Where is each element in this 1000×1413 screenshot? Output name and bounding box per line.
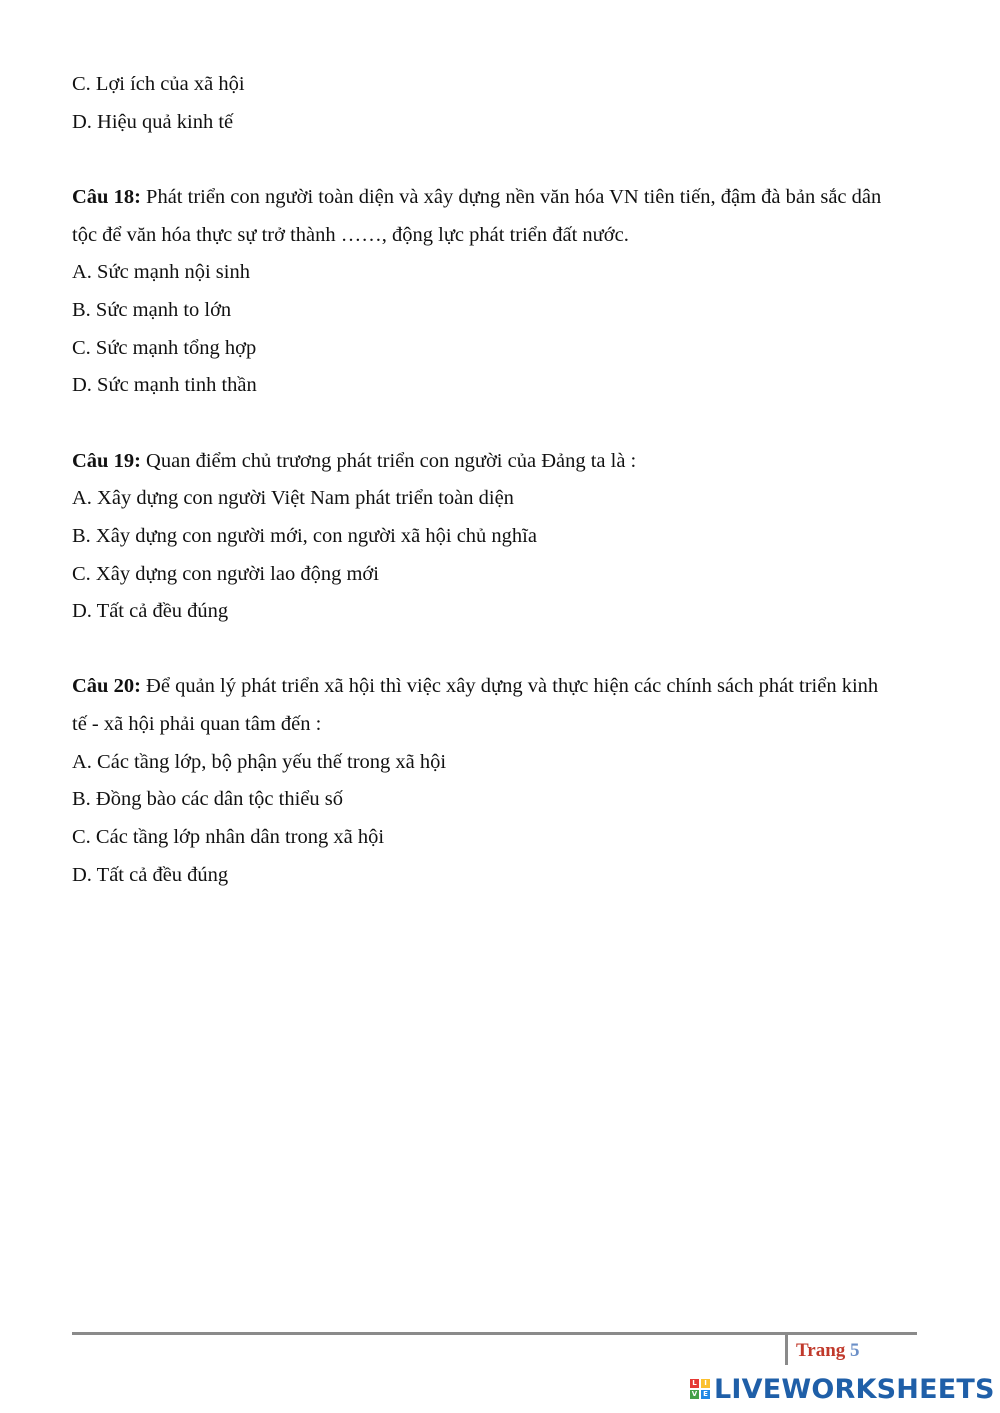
page-digit: 5	[850, 1340, 860, 1361]
footer-page-divider	[785, 1335, 788, 1365]
q19-text-line1: Quan điểm chủ trương phát triển con người của Đảng ta là :	[140, 450, 637, 472]
q20-option-d: D. Tất cả đều đúng	[72, 864, 229, 886]
q19-question-line1	[72, 449, 636, 473]
liveworksheets-logo	[690, 1372, 995, 1406]
footer-divider	[72, 1332, 917, 1335]
logo-tile-l: L	[690, 1379, 699, 1388]
q19-option-d: D. Tất cả đều đúng	[72, 600, 229, 622]
logo-tile-i: I	[701, 1379, 710, 1388]
q18-label: Câu 18:	[72, 186, 141, 208]
q19-option-b: B. Xây dựng con người mới, con người xã hội chủ nghĩa	[72, 525, 537, 547]
q18-option-a: A. Sức mạnh nội sinh	[72, 261, 250, 283]
q20-option-b: B. Đồng bào các dân tộc thiểu số	[72, 788, 343, 810]
q20-text-line1: Để quản lý phát triển xã hội thì việc xây dựng và thực hiện các chính sách phát triển kinh	[140, 675, 879, 697]
q20-option-c: C. Các tầng lớp nhân dân trong xã hội	[72, 826, 385, 848]
q20-question-line1	[72, 674, 878, 698]
q19-label: Câu 19:	[72, 450, 141, 472]
q18-option-c: C. Sức mạnh tổng hợp	[72, 337, 257, 359]
q18-text-line1: Phát triển con người toàn diện và xây dựng nền văn hóa VN tiên tiến, đậm đà bản sắc dân	[140, 186, 882, 208]
q17-option-d: D. Hiệu quả kinh tế	[72, 111, 234, 133]
logo-tile-e: E	[701, 1390, 710, 1399]
q20-question-line2: tế - xã hội phải quan tâm đến :	[72, 713, 322, 735]
q19-option-c: C. Xây dựng con người lao động mới	[72, 563, 379, 585]
liveworksheets-icon	[690, 1379, 710, 1399]
q18-option-b: B. Sức mạnh to lớn	[72, 299, 232, 321]
logo-tile-v: V	[691, 1390, 698, 1398]
q20-label: Câu 20:	[72, 675, 141, 697]
page-word: Trang	[796, 1340, 846, 1361]
q19-option-a: A. Xây dựng con người Việt Nam phát triển toàn diện	[72, 487, 514, 509]
liveworksheets-wordmark: LIVEWORKSHEETS	[714, 1373, 995, 1405]
q20-option-a: A. Các tầng lớp, bộ phận yếu thế trong xã hội	[72, 751, 447, 773]
q17-option-c: C. Lợi ích của xã hội	[72, 73, 245, 95]
page-number	[796, 1340, 860, 1362]
q18-question-line1	[72, 185, 881, 209]
q18-option-d: D. Sức mạnh tinh thần	[72, 374, 257, 396]
q18-question-line2: tộc để văn hóa thực sự trở thành ……, động lực phát triển đất nước.	[72, 224, 629, 246]
